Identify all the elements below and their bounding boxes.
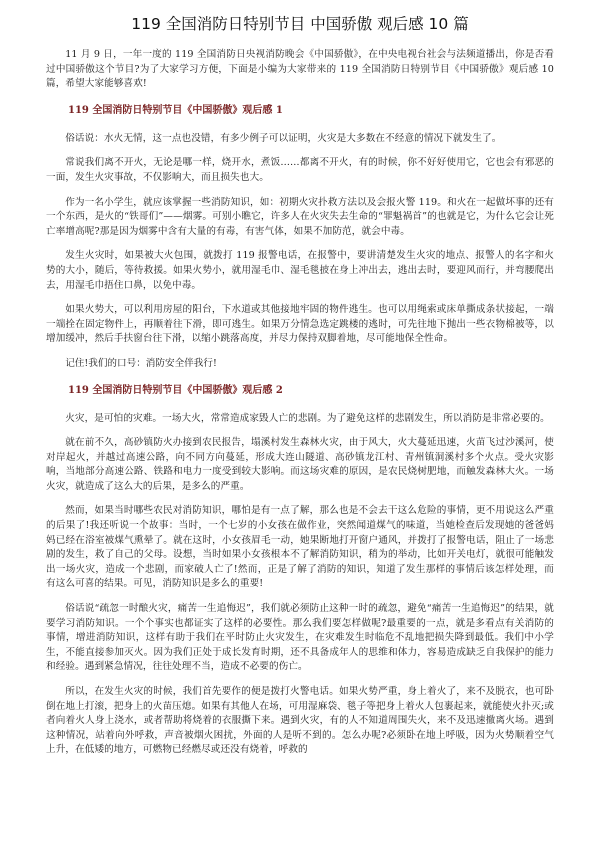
section-2-paragraph: 俗话说“疏忽一时酿火灾，痛苦一生追悔迟”，我们就必须防止这种一时的疏忽，避免“痛苦一生追悔迟”的结果，就要学习消防知识。一个个事实也都证实了这样的必要性。那么我们要怎样做呢?最重要的一点，就是多看点有关消防的事情，增进消防知识，这样有助于我们在平时防止火灾发生，在灾难发生时临危不乱地把损失降到最低。我们中小学生，不能直接参加灭火。因为我们正处于成长发育时期，还不具备成年人的思维和体力，容易造成缺乏自我保护的能力和经验。遇到紧急情况，往往处理不当，造成不必要的伤亡。 (46, 603, 554, 673)
section-1-paragraph: 作为一名小学生，就应该掌握一些消防知识，如：初期火灾扑救方法以及会报火警 119。和火在一起做坏事的还有一个东西，是火的“铁哥们”——烟雾。可别小瞧它，许多人在火灾失去生命的“罪魁祸首”的也就是它，为什么它会让死亡率增高呢?那是因为烟雾中含有大量的有毒，有害气体，如果不加防范，就会中毒。 (46, 196, 554, 237)
section-1-slogan: 记住!我们的口号：消防安全伴我行! (65, 357, 217, 369)
intro-paragraph: 11 月 9 日，一年一度的 119 全国消防日央视消防晚会《中国骄傲》，在中央电视台社会与法频道播出，你是否看过中国骄傲这个节目?为了大家学习方便，下面是小编为大家带来的 119 全国消防日特别节目《中国骄傲》观后感 10 篇，希望大家能够喜欢! (46, 49, 554, 90)
section-1-paragraph: 俗话说：水火无情，这一点也没错，有多少例子可以证明，火灾是大多数在不经意的情况下就发生了。 (65, 132, 502, 144)
section-2-paragraph: 就在前不久，高砂镇防火办接到农民报告，塌溪村发生森林火灾，由于风大，火大蔓延迅速，火苗飞过沙溪河，使对岸起火，并越过高速公路，向不同方向蔓延，形成大连山隧道、高砂镇龙江村、青州镇洞溪村多个火点。受火灾影响，当地部分高速公路、铁路和电力一度受到较大影响。而这场灾难的原因，是农民烧树肥地，而触发森林大火。一场火灾，就造成了这么大的后果，是多么的严重。 (46, 437, 554, 492)
section-heading-1: 119 全国消防日特别节目《中国骄傲》观后感 1 (68, 104, 283, 116)
section-1-paragraph: 常说我们离不开火，无论是哪一样，烧开水，煮饭……都离不开火，有的时候，你不好好使用它，它也会有邪恶的一面，发生火灾事故，不仅影响大，而且损失也大。 (46, 157, 554, 183)
section-2-paragraph: 所以，在发生火灾的时候，我们首先要作的便是拨打火警电话。如果火势严重，身上着火了，来不及脱衣，也可卧倒在地上打滚，把身上的火苗压熄。如果有其他人在场，可用湿麻袋、毯子等把身上着火人包裹起来，就能使火扑灭;或者向着火人身上浇水，或者帮助将烧着的衣服撕下来。遇到火灾，有的人不知道周围失火，来不及迅速撤离火场。遇到这种情况，站着向外呼救，声音被烟火困扰，外面的人是听不到的。怎么办呢?必须卧在地上呼吸，因为火势顺着空气上升，在低矮的地方，可燃物已经燃尽或还没有烧着，呼救的 (46, 686, 554, 756)
section-2-paragraph: 火灾，是可怕的灾难。一场大火，常常造成家毁人亡的悲剧。为了避免这样的悲剧发生，所以消防是非常必要的。 (65, 412, 550, 424)
document-title: 119 全国消防日特别节目 中国骄傲 观后感 10 篇 (131, 15, 469, 33)
section-1-paragraph: 如果火势大，可以利用房屋的阳台，下水道或其他接地牢固的物件逃生。也可以用绳索或床单撕成条状接起，一端一端拴在固定物件上，再顺着往下滑，即可逃生。如果万分情急选定跳楼的逃时，可先往地下抛出一些衣物棉被等，以增加缓冲，然后手扶窗台往下滑，以缩小跳落高度，并尽力保持双脚着地，尽可能地保全性命。 (46, 304, 554, 345)
section-2-paragraph: 然而，如果当时哪些农民对消防知识，哪怕是有一点了解，那么也是不会去干这么危险的事情，更不用说这么严重的后果了!我还听说一个故事：当时，一个七岁的小女孩在做作业，突然闻道煤气的味道，当她检查后发现她的爸爸妈妈已经在浴室被煤气熏晕了。就在这时，小女孩眉毛一动，她果断地打开窗户通风，并拨打了报警电话，阻止了一场悲剧的发生，救了自己的父母。设想，当时如果小女孩根本不了解消防知识，稍为的举动，比如开关电灯，就很可能触发出一场火灾，造成一个悲剧，而家破人亡了!然而，正是了解了消防的知识，知道了发生那样的事情后该怎样处理，而有这么可喜的结果。可见，消防知识是多么的重要! (46, 505, 554, 590)
section-heading-2: 119 全国消防日特别节目《中国骄傲》观后感 2 (68, 384, 283, 396)
section-1-paragraph: 发生火灾时，如果被大火包围，就拨打 119 报警电话，在报警中，要讲清楚发生火灾的地点、报警人的名字和火势的大小，随后，等待救援。如果火势小，就用湿毛巾、湿毛毯披在身上冲出去，逃出去时，要迎风而行，并弯腰爬出去，用湿毛巾捂住口鼻，以免中毒。 (46, 250, 554, 291)
